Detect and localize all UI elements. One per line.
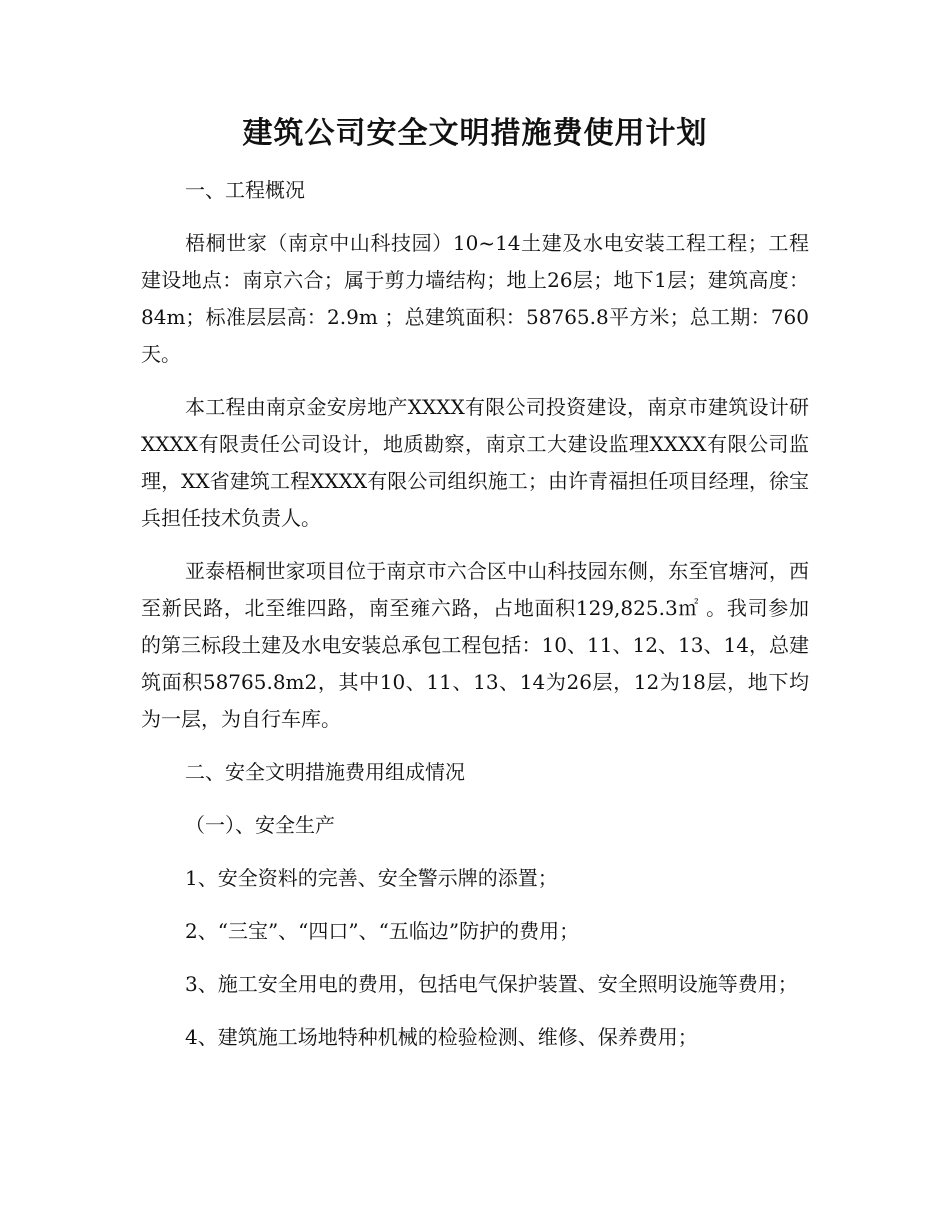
- document-title: 建筑公司安全文明措施费使用计划: [242, 116, 708, 151]
- document-body: [141, 112, 809, 1072]
- paragraph-project-parties: 本工程由南京金安房地产XXXX有限公司投资建设，南京市建筑设计研XXXX有限责任公司设计，地质勘察，南京工大建设监理XXXX有限公司监理，XX省建筑工程XXXX有限公司组织施工；由许青福担任项目经理，徐宝兵担任技术负责人。: [141, 395, 809, 530]
- list-item: 4、建筑施工场地特种机械的检验检测、维修、保养费用；: [185, 1025, 698, 1049]
- paragraph-project-location: 亚泰梧桐世家项目位于南京市六合区中山科技园东侧，东至官塘河，西至新民路，北至维四路，南至雍六路，占地面积129,825.3㎡ 。我司参加的第三标段土建及水电安装总承包工程包括：10、11、12、13、14，总建筑面积58765.8m2，其中10、11、13、14为26层，12为18层，地下均为一层，为自行车库。: [141, 559, 809, 731]
- paragraph-project-info: 梧桐世家（南京中山科技园）10~14土建及水电安装工程工程；工程建设地点：南京六合；属于剪力墙结构；地上26层；地下1层；建筑高度：84m；标准层层高：2.9m ；总建筑面积：58765.8平方米；总工期：760天。: [141, 231, 809, 366]
- list-item: 1、安全资料的完善、安全警示牌的添置；: [185, 866, 558, 890]
- section-heading-fee-composition: 二、安全文明措施费用组成情况: [185, 760, 465, 784]
- list-item: 3、施工安全用电的费用，包括电气保护装置、安全照明设施等费用；: [185, 972, 798, 996]
- section-heading-project-overview: 一、工程概况: [185, 178, 305, 202]
- list-item: 2、“三宝”、“四口”、“五临边”防护的费用；: [185, 919, 580, 943]
- subsection-heading-safety-production: （一）、安全生产: [185, 813, 335, 837]
